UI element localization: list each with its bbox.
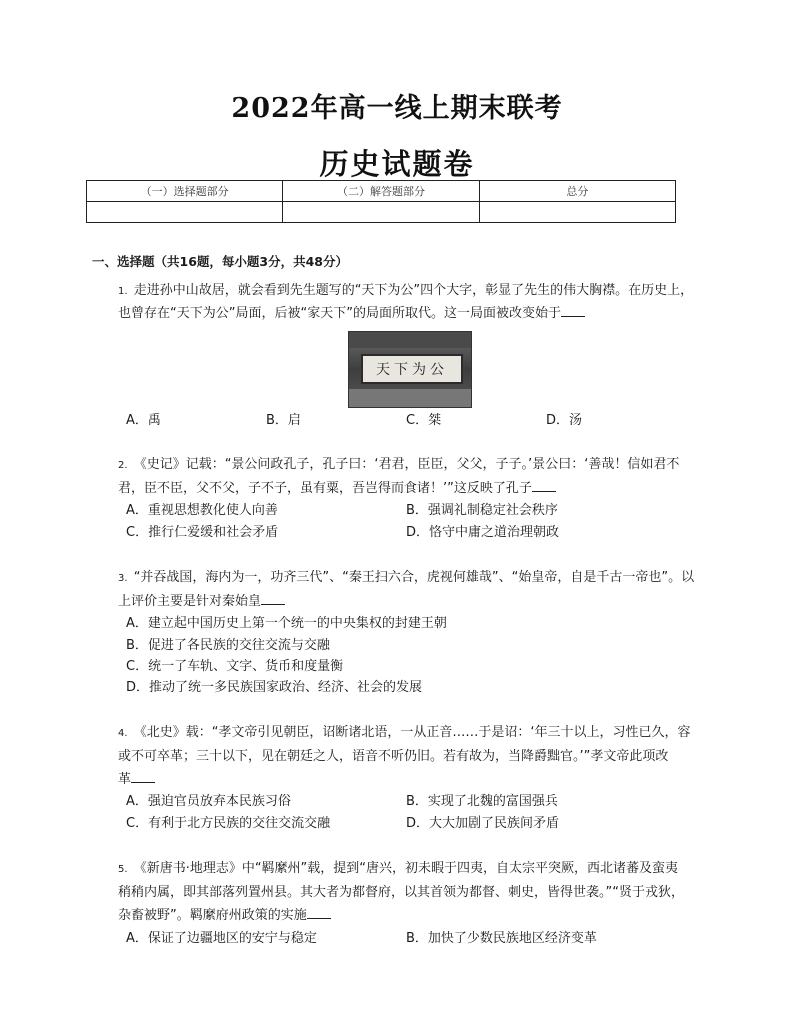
question-2-line-2 — [118, 477, 698, 500]
question-5-line-1 — [118, 857, 698, 881]
question-4-line-2 — [118, 745, 698, 768]
question-1-option-c: C．桀 — [406, 413, 442, 428]
question-4-text-2: 或不可卒革；三十以下，见在朝廷之人，语音不听仍旧。若有故为，当降爵黜官。’”孝文帝此项改 — [118, 749, 669, 764]
question-2-option-c: C．推行仁爱缓和社会矛盾 — [126, 525, 279, 540]
question-2-text-1: 《史记》记载：“景公问政孔子，孔子曰：‘君君，臣臣，父父，子子。’景公曰：‘善哉！信如君不 — [133, 457, 680, 472]
answer-blank — [561, 304, 585, 317]
question-3-option-a: A．建立起中国历史上第一个统一的中央集权的封建王朝 — [126, 616, 447, 631]
answer-blank — [307, 906, 331, 919]
question-5-option-a: A．保证了边疆地区的安宁与稳定 — [126, 931, 317, 946]
question-1-text-1: 走进孙中山故居，就会看到先生题写的“天下为公”四个大字，彰显了先生的伟大胸襟。在历史上， — [133, 283, 694, 298]
question-4-option-b: B．实现了北魏的富国强兵 — [406, 794, 558, 809]
question-3-option-d: D．推动了统一多民族国家政治、经济、社会的发展 — [126, 680, 423, 695]
question-1-option-a: A．禹 — [126, 413, 161, 428]
score-cell-answer — [283, 202, 479, 223]
exam-title: 2022年高一线上期末联考 — [231, 93, 563, 124]
score-header-choice: （一）选择题部分 — [87, 181, 283, 202]
question-5-text-1: 《新唐书·地理志》中“羁縻州”载，提到“唐兴，初未暇于四夷，自太宗平突厥，西北诸蕃及蛮夷 — [133, 861, 679, 876]
answer-blank — [261, 592, 285, 605]
question-1-option-b: B．启 — [266, 413, 301, 428]
question-4-option-d: D．大大加剧了民族间矛盾 — [406, 816, 560, 831]
score-table — [86, 180, 676, 223]
question-1-text-2: 也曾存在“天下为公”局面，后被“家天下”的局面所取代。这一局面被改变始于 — [118, 306, 561, 321]
question-2-option-b: B．强调礼制稳定社会秩序 — [406, 503, 558, 518]
plaque-inscription: 天下为公 — [361, 354, 463, 384]
answer-blank — [131, 770, 155, 783]
question-1-option-d: D．汤 — [546, 413, 583, 428]
section-heading: 一、选择题（共16题，每小题3分，共48分） — [92, 254, 348, 269]
question-2-line-1 — [118, 453, 698, 477]
score-cell-choice — [87, 202, 283, 223]
score-table-header-row — [87, 181, 676, 202]
plaque-photo — [348, 331, 472, 408]
question-4-line-3 — [118, 768, 698, 791]
question-2-text-2: 君，臣不臣，父不父，子不子，虽有粟，吾岂得而食诸！’”这反映了孔子 — [118, 481, 532, 496]
plaque-wall — [349, 389, 471, 407]
score-header-answer: （二）解答题部分 — [283, 181, 479, 202]
question-5-text-3: 杂畜被野”。羁縻府州政策的实施 — [118, 908, 307, 923]
answer-blank — [532, 479, 556, 492]
question-5-text-2: 稍稍内属，即其部落列置州县。其大者为都督府，以其首领为都督、刺史，皆得世袭。”“贤于戎狄， — [118, 885, 684, 900]
score-header-total: 总分 — [479, 181, 675, 202]
question-2-option-d: D．恪守中庸之道治理朝政 — [406, 525, 560, 540]
question-3-line-2 — [118, 590, 698, 613]
question-4-text-1: 《北史》载：“孝文帝引见朝臣，诏断诸北语，一从正音……于是诏：‘年三十以上，习性已久，容 — [133, 725, 691, 740]
question-4-option-c: C．有利于北方民族的交往交流交融 — [126, 816, 331, 831]
question-2-number: 2. — [118, 460, 128, 471]
question-5-line-3 — [118, 904, 698, 927]
question-5-line-2 — [118, 881, 698, 904]
question-3-option-c: C．统一了车轨、文字、货币和度量衡 — [126, 659, 344, 674]
score-table-blank-row — [87, 202, 676, 223]
question-3-line-1 — [118, 566, 698, 590]
question-5-number: 5. — [118, 864, 128, 875]
exam-subtitle: 历史试题卷 — [319, 147, 475, 181]
question-1-number: 1. — [118, 286, 128, 297]
question-4-option-a: A．强迫官员放弃本民族习俗 — [126, 794, 291, 809]
question-1-line-2 — [118, 302, 698, 325]
question-3-text-1: “并吞战国，海内为一，功齐三代”、“秦王扫六合，虎视何雄哉”、“始皇帝，自是千古一帝也”。以 — [133, 570, 695, 585]
score-cell-total — [479, 202, 675, 223]
question-3-option-b: B．促进了各民族的交往交流与交融 — [126, 638, 330, 653]
question-1-line-1 — [118, 279, 698, 303]
question-4-line-1 — [118, 721, 698, 745]
question-3-text-2: 上评价主要是针对秦始皇 — [118, 594, 262, 609]
question-2-option-a: A．重视思想教化使人向善 — [126, 503, 278, 518]
question-4-text-3: 革 — [118, 772, 132, 787]
question-4-number: 4. — [118, 728, 128, 739]
plaque-roof — [349, 332, 471, 348]
question-5-option-b: B．加快了少数民族地区经济变革 — [406, 931, 597, 946]
question-3-number: 3. — [118, 573, 128, 584]
